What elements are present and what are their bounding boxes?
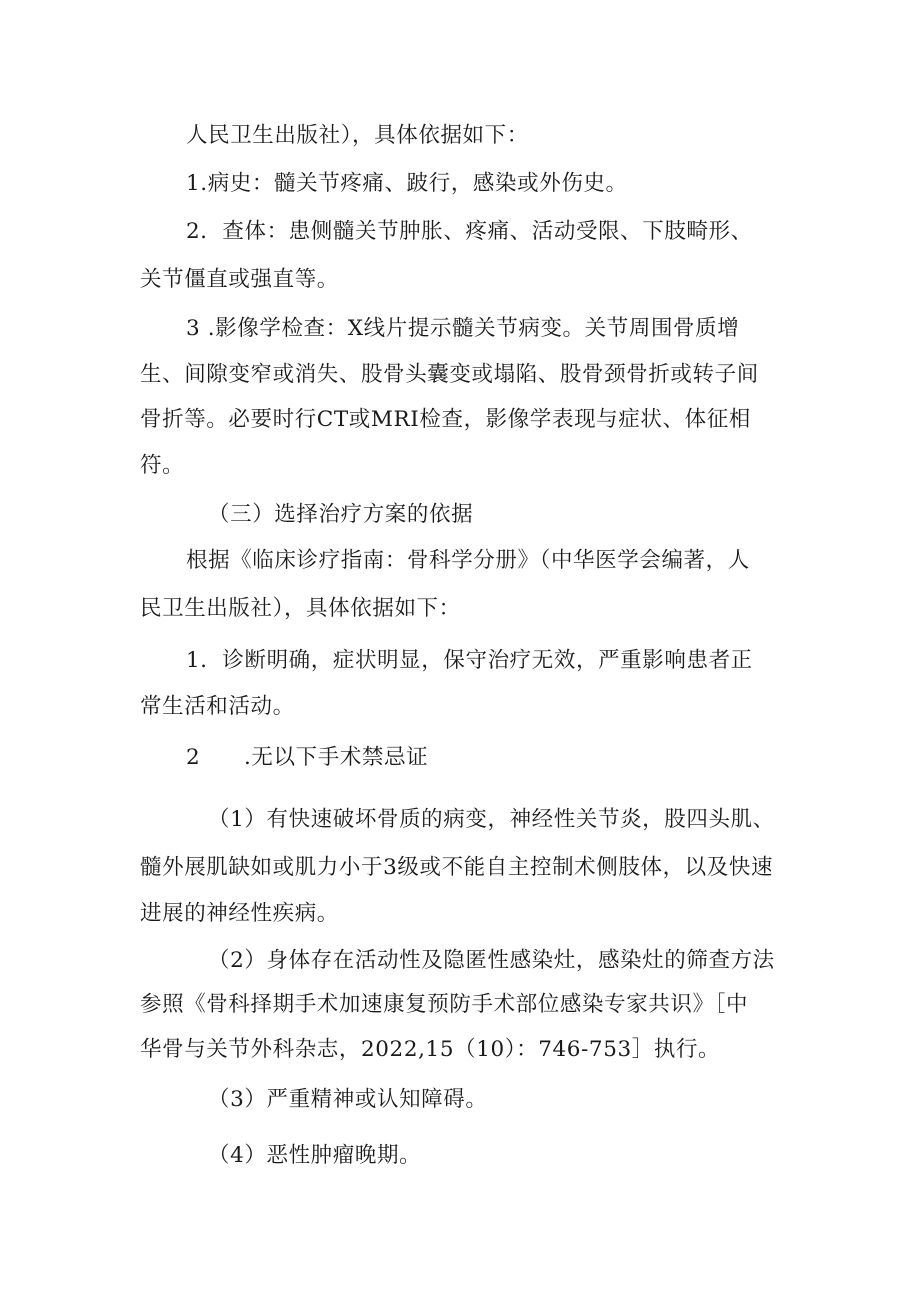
text-line: 1.病史：髓关节疼痛、跛行，感染或外伤史。 bbox=[186, 171, 628, 196]
text-line: 根据《临床诊疗指南：骨科学分册》（中华医学会编著，人 bbox=[186, 548, 750, 573]
text-line: 生、间隙变窄或消失、股骨头囊变或塌陷、股骨颈骨折或转子间 bbox=[140, 362, 759, 387]
text-line: 1．诊断明确，症状明显，保守治疗无效，严重影响患者正 bbox=[186, 648, 753, 673]
text-line: 2．查体：患侧髓关节肿胀、疼痛、活动受限、下肢畸形、 bbox=[186, 219, 753, 244]
section-heading: （三）选择治疗方案的依据 bbox=[208, 502, 474, 527]
text-line: （2）身体存在活动性及隐匿性感染灶，感染灶的筛查方法 bbox=[208, 948, 775, 973]
text-line: 关节僵直或强直等。 bbox=[140, 267, 339, 292]
text-line: 常生活和活动。 bbox=[140, 694, 295, 719]
text-line: .无以下手术禁忌证 bbox=[244, 745, 429, 770]
text-line: 进展的神经性疾病。 bbox=[140, 901, 339, 926]
text-line: 符。 bbox=[140, 453, 185, 478]
text-line: （4）恶性肿瘤晚期。 bbox=[208, 1143, 422, 1168]
text-line: （3）严重精神或认知障碍。 bbox=[208, 1087, 488, 1112]
text-line: 3 .影像学检查：X线片提示髓关节病变。关节周围骨质增 bbox=[186, 316, 740, 341]
text-line: 华骨与关节外科杂志，2022,15（10）：746-753］执行。 bbox=[140, 1037, 721, 1062]
text-line: （1）有快速破坏骨质的病变，神经性关节炎，股四头肌、 bbox=[208, 807, 775, 832]
text-line: 参照《骨科择期手术加速康复预防手术部位感染专家共识》［中 bbox=[140, 992, 749, 1017]
text-line: 髓外展肌缺如或肌力小于3级或不能自主控制术侧肢体，以及快速 bbox=[140, 855, 774, 880]
text-line: 人民卫生出版社），具体依据如下： bbox=[186, 123, 529, 148]
text-line: 骨折等。必要时行CT或MRI检查，影像学表现与症状、体征相 bbox=[140, 407, 751, 432]
text-line: 民卫生出版社），具体依据如下： bbox=[140, 596, 461, 621]
list-number: 2 bbox=[186, 745, 201, 770]
